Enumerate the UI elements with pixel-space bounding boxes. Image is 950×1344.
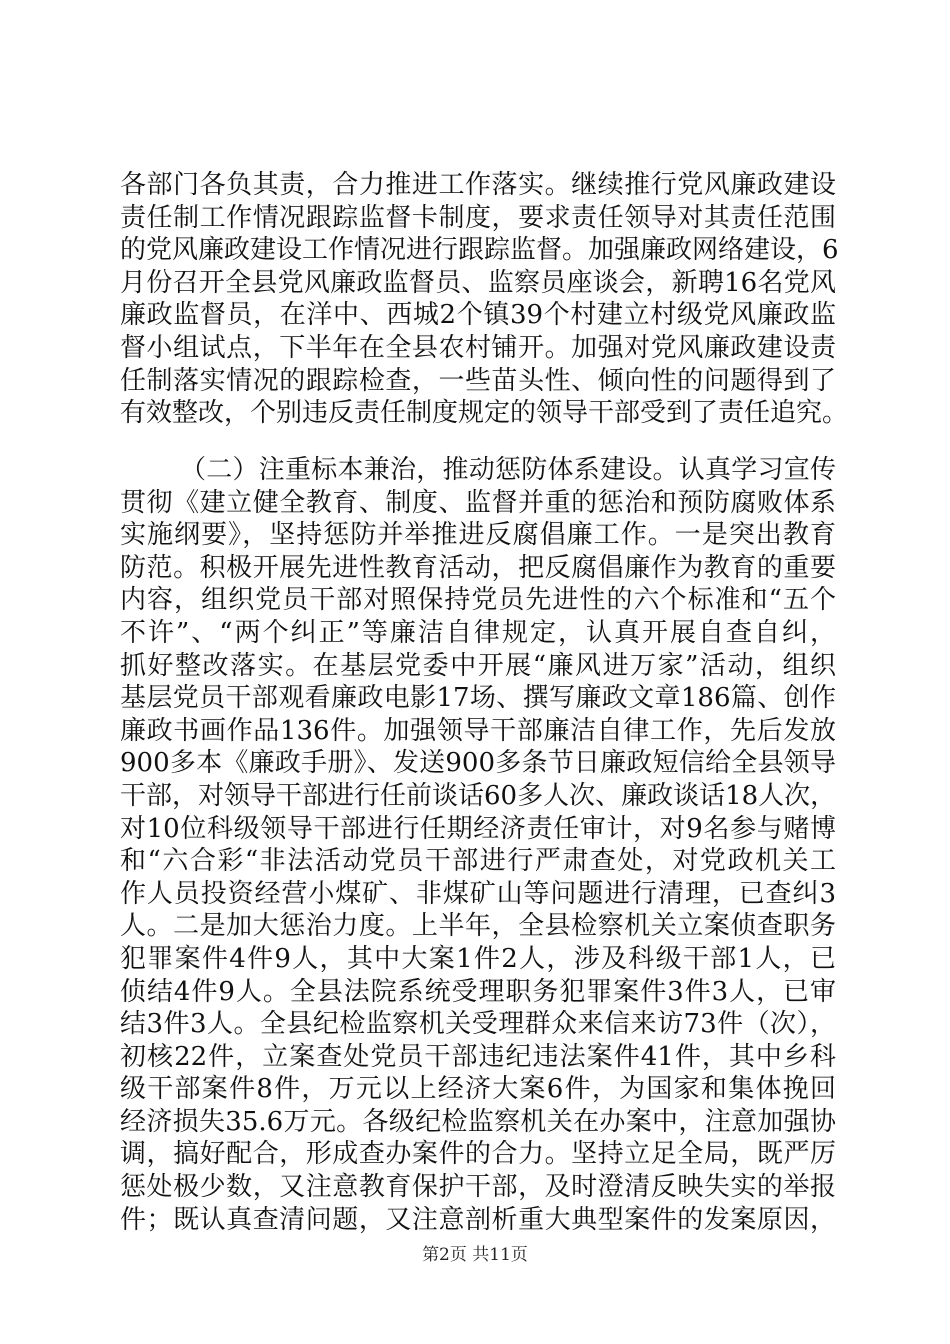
text-line: 惩处极少数，又注意教育保护干部，及时澄清反映失实的举报 — [120, 1172, 836, 1203]
text-line: 的党风廉政建设工作情况进行跟踪监督。加强廉政网络建设，6 — [120, 235, 839, 266]
text-line: 抓好整改落实。在基层党委中开展“廉风进万家”活动，组织 — [120, 650, 836, 681]
text-line: 各部门各负其责，合力推进工作落实。继续推行党风廉政建设 — [120, 170, 836, 200]
text-line: 实施纲要》，坚持惩防并举推进反腐倡廉工作。一是突出教育 — [120, 520, 836, 551]
text-line: 贯彻《建立健全教育、制度、监督并重的惩治和预防腐败体系 — [120, 487, 836, 518]
text-line: 干部，对领导干部进行任前谈话60多人次、廉政谈话18人次， — [120, 780, 837, 811]
text-line: 级干部案件8件，万元以上经济大案6件，为国家和集体挽回 — [120, 1074, 836, 1105]
text-line: 经济损失35.6万元。各级纪检监察机关在办案中，注意加强协 — [120, 1106, 836, 1137]
text-line: 人。二是加大惩治力度。上半年，全县检察机关立案侦查职务 — [120, 911, 836, 942]
text-line: 件；既认真查清问题，又注意剖析重大典型案件的发案原因， — [120, 1204, 836, 1235]
text-line: 犯罪案件4件9人，其中大案1件2人，涉及科级干部1人，已 — [120, 943, 836, 974]
text-line: 廉政书画作品136件。加强领导干部廉洁自律工作，先后发放 — [120, 715, 836, 746]
body-paragraph-1 — [120, 169, 849, 430]
text-line: 侦结4件9人。全县法院系统受理职务犯罪案件3件3人，已审 — [120, 976, 836, 1007]
text-line: 廉政监督员，在洋中、西城2个镇39个村建立村级党风廉政监 — [120, 300, 836, 331]
text-line: 不许”、“两个纠正”等廉洁自律规定，认真开展自查自纠， — [120, 617, 836, 648]
body-paragraph-2 — [120, 454, 836, 1236]
text-line: 调，搞好配合，形成查办案件的合力。坚持立足全局，既严厉 — [120, 1139, 836, 1170]
text-line: 任制落实情况的跟踪检查，一些苗头性、倾向性的问题得到了 — [120, 365, 836, 396]
text-line: 督小组试点，下半年在全县农村铺开。加强对党风廉政建设责 — [120, 332, 836, 363]
text-line: 和“六合彩“非法活动党员干部进行严肃查处，对党政机关工 — [120, 846, 836, 877]
text-line: 对10位科级领导干部进行任期经济责任审计，对9名参与赌博 — [120, 813, 836, 844]
text-line: 责任制工作情况跟踪监督卡制度，要求责任领导对其责任范围 — [120, 202, 836, 233]
text-line: 初核22件，立案查处党员干部违纪违法案件41件，其中乡科 — [120, 1041, 836, 1072]
text-line: 月份召开全县党风廉政监督员、监察员座谈会，新聘16名党风 — [120, 267, 836, 298]
text-line: 900多本《廉政手册》、发送900多条节日廉政短信给全县领导 — [120, 748, 836, 779]
text-line: 有效整改，个别违反责任制度规定的领导干部受到了责任追究。 — [120, 398, 849, 429]
page-number-footer: 第2页 共11页 — [422, 1245, 528, 1265]
text-line: 结3件3人。全县纪检监察机关受理群众来信来访73件（次）， — [120, 1009, 836, 1040]
text-line: 防范。积极开展先进性教育活动，把反腐倡廉作为教育的重要 — [120, 552, 836, 583]
text-line-indented: （二）注重标本兼治，推动惩防体系建设。认真学习宣传 — [180, 455, 836, 485]
text-line: 作人员投资经营小煤矿、非煤矿山等问题进行清理，已查纠3 — [120, 878, 836, 909]
text-line: 基层党员干部观看廉政电影17场、撰写廉政文章186篇、创作 — [120, 683, 836, 714]
text-line: 内容，组织党员干部对照保持党员先进性的六个标准和“五个 — [120, 585, 836, 616]
